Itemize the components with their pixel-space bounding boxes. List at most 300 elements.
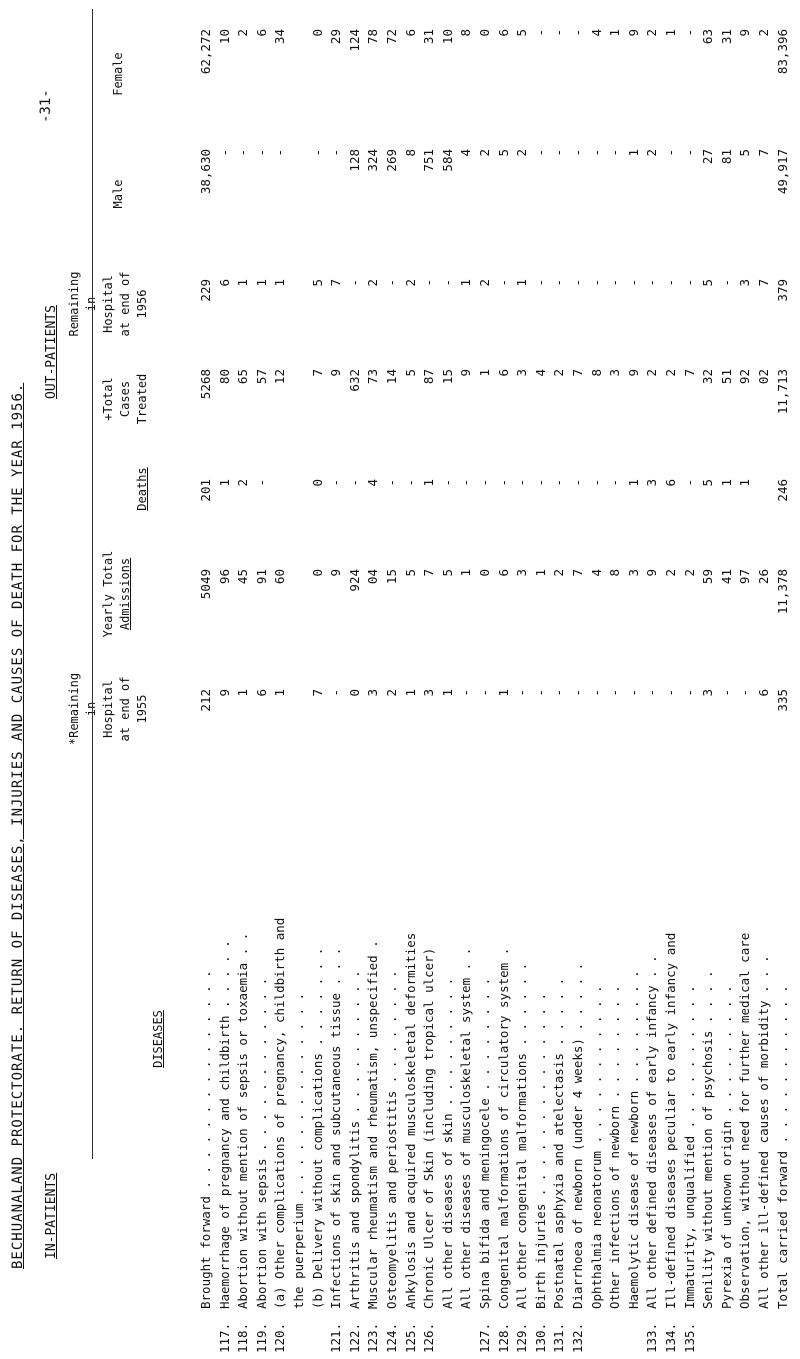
header-line: 1956 [135,289,149,319]
row-number: 122. [346,1322,362,1353]
remaining-1955-value: 1 [402,689,418,697]
remaining-1955-value: 7 [309,689,325,697]
disease-name: (a) Other complications of pregnancy, childbirth and [272,917,288,1309]
row-number: 123. [365,1322,381,1353]
male-value: 5 [737,149,753,157]
remaining-1956-value: - [681,279,697,287]
total-cases-value: 3 [514,369,530,377]
male-value: 584 [439,149,455,172]
female-value: 29 [328,29,344,45]
total-cases-value: 7 [681,369,697,377]
female-value: 4 [588,29,604,37]
female-value: 83,396 [774,29,790,75]
total-cases-value: 32 [700,369,716,385]
admissions-value: 11,378 [774,569,790,615]
deaths-value: 1 [625,479,641,487]
total-cases-value: 11,713 [774,369,790,415]
admissions-value: 9 [644,569,660,577]
row-number: 129. [514,1322,530,1353]
table-row [328,0,345,1359]
table-row [570,0,587,1359]
male-value: 1 [625,149,641,157]
total-cases-value: 02 [756,369,771,385]
remaining-1955-value: 2 [384,689,399,697]
remaining-1955-value: - [532,689,548,697]
header-line: Hospital [101,275,115,333]
admissions-value: 97 [737,569,753,585]
admissions-value: 04 [365,569,381,585]
row-number: 133. [644,1322,660,1353]
remaining-1956-value: - [439,279,455,287]
deaths-value: - [477,479,492,487]
disease-name: Haemolytic disease of newborn . . . . . . . . [625,970,641,1309]
disease-name: Spina bifida and meningocele . . . . . . . . [477,977,492,1309]
deaths-value: - [570,479,585,487]
header-line: Cases [118,380,132,418]
female-value: 2 [235,29,251,37]
male-value: - [253,149,269,157]
deaths-value: 3 [644,479,660,487]
total-cases-value: 92 [737,369,753,385]
remaining-1956-value: - [551,279,567,287]
deaths-value: - [588,479,604,487]
female-value: - [681,29,697,37]
admissions-value: 41 [718,569,734,585]
row-number: 135. [681,1322,697,1353]
table-row [663,0,680,1359]
total-cases-value: 3 [607,369,623,377]
admissions-value: 45 [235,569,251,585]
page-number: -31- [38,89,54,123]
total-cases-value: 65 [235,369,251,385]
admissions-value: 924 [346,569,362,592]
disease-name: Observation, without need for further medical care [737,932,753,1309]
male-value: - [272,149,288,157]
total-cases-value: 6 [495,369,511,377]
female-value: 0 [309,29,325,37]
disease-name: Infections of skin and subcutaneous tissue . . . [328,947,344,1309]
diseases-column-header: DISEASES [151,1010,165,1068]
female-value: - [570,29,585,37]
disease-name: Immaturity, unqualified . . . . . . . . . . [681,985,697,1309]
remaining-1955-value: 1 [439,689,455,697]
remaining-1955-value: - [588,689,604,697]
remaining-1955-value: - [644,689,660,697]
header-divider [92,9,93,1159]
male-value: - [216,149,232,157]
row-number: 130. [532,1322,548,1353]
remaining-1956-value: 1 [235,279,251,287]
total-cases-value: 1 [477,369,492,377]
deaths-value: - [439,479,455,487]
female-value: 78 [365,29,381,45]
total-cases-value: 2 [551,369,567,377]
admissions-value: 2 [663,569,678,577]
admissions-value: 15 [384,569,399,585]
row-number: 118. [235,1322,251,1353]
table-row [384,0,401,1359]
table-row [682,0,699,1359]
deaths-value: 1 [421,479,437,487]
header-line: Yearly Total [101,550,115,638]
admissions-value: 26 [756,569,771,585]
total-cases-value: 9 [458,369,474,377]
male-value: 81 [718,149,734,165]
admissions-value: 9 [328,569,344,577]
total-cases-value: 2 [644,369,660,377]
out-patients-heading: OUT-PATIENTS [44,305,59,399]
female-value: - [551,29,567,37]
total-cases-value: 8 [588,369,604,377]
remaining-1956-value: - [644,279,660,287]
admissions-value: 59 [700,569,716,585]
table-row [626,0,643,1359]
female-value: 6 [402,29,418,37]
remaining-1956-value: - [718,279,734,287]
total-cases-header [100,354,151,444]
male-value: - [551,149,567,157]
admissions-value: 91 [253,569,269,585]
female-value: 1 [607,29,623,37]
header-line: Admissions [118,557,132,631]
female-value: 9 [625,29,641,37]
disease-name: Birth injuries . . . . . . . . . . . . . . [532,992,548,1309]
remaining-1956-value: 1 [253,279,269,287]
remaining-1955-header [66,659,151,759]
deaths-value: - [495,479,511,487]
male-value: 5 [495,149,511,157]
row-number: 124. [384,1322,399,1353]
remaining-1955-value: 335 [774,689,790,712]
header-line: +Total [101,377,115,421]
remaining-1955-value: - [681,689,697,697]
deaths-value: - [328,479,344,487]
table-row [291,0,308,1359]
table-row [254,0,271,1359]
deaths-value: 1 [216,479,232,487]
remaining-1955-value: - [570,689,585,697]
female-value: 72 [384,29,399,45]
row-number: 121. [328,1322,344,1353]
table-row [477,0,494,1359]
remaining-1955-value: - [551,689,567,697]
deaths-value: - [532,479,548,487]
disease-name: Ankylosis and acquired musculoskeletal deformities [402,932,418,1309]
deaths-value: - [514,479,530,487]
deaths-value: 0 [309,479,325,487]
deaths-value: - [253,479,269,487]
table-row [217,0,234,1359]
remaining-1956-value: 3 [737,279,753,287]
remaining-1956-value: - [346,279,362,287]
admissions-value: 0 [477,569,492,577]
deaths-value: - [384,479,399,487]
row-number: 128. [495,1322,511,1353]
header-line: Hospital [101,680,115,738]
in-patients-heading: IN-PATIENTS [44,1172,59,1259]
admissions-value: 2 [681,569,697,577]
remaining-1955-value: 3 [421,689,437,697]
table-row [644,0,661,1359]
admissions-value: 4 [588,569,604,577]
table-row [719,0,736,1359]
female-value: 124 [346,29,362,52]
admissions-header [100,534,134,654]
female-value: 63 [700,29,716,45]
admissions-value: 8 [607,569,623,577]
remaining-1956-value: - [663,279,678,287]
male-value: - [681,149,697,157]
disease-name: All other diseases of skin . . . . . . . . . [439,977,455,1309]
admissions-value: 3 [625,569,641,577]
remaining-1955-value: - [477,689,492,697]
admissions-value: 7 [421,569,437,577]
remaining-1955-value: - [663,689,678,697]
total-cases-value: 12 [272,369,288,385]
disease-name: All other diseases of musculoskeletal system . . [458,947,474,1309]
row-number: 125. [402,1322,418,1353]
remaining-1956-value: 379 [774,279,790,302]
row-number: 120. [272,1322,288,1353]
male-value: - [570,149,585,157]
disease-name: Diarrhoea of newborn (under 4 weeks) . . . . . [570,962,585,1309]
table-row [700,0,717,1359]
table-row [310,0,327,1359]
remaining-1955-value: - [625,689,641,697]
male-header: Male [111,179,125,209]
table-row [496,0,513,1359]
remaining-1955-value: - [607,689,623,697]
female-value: 2 [644,29,660,37]
header-line: at end of [118,271,132,337]
admissions-value: 1 [458,569,474,577]
disease-name: All other congenital malformations . . . . . . [514,962,530,1309]
deaths-value: 1 [718,479,734,487]
male-value: 2 [477,149,492,157]
male-value: 2 [644,149,660,157]
table-row [607,0,624,1359]
table-row [458,0,475,1359]
disease-name: Abortion without mention of sepsis or toxaemia . . [235,932,251,1309]
deaths-value: 201 [198,479,213,502]
total-cases-value: 7 [570,369,585,377]
total-cases-value: 87 [421,369,437,385]
table-row [551,0,568,1359]
row-number: 127. [477,1322,492,1353]
total-cases-value: 632 [346,369,362,392]
total-cases-value: 5 [402,369,418,377]
header-line: in [84,701,98,717]
total-cases-value: 9 [625,369,641,377]
disease-name: Osteomyelitis and periostitis . . . . . . . . [384,970,399,1309]
total-cases-value: 51 [718,369,734,385]
row-number: 132. [570,1322,585,1353]
remaining-1955-value: 212 [198,689,213,712]
total-cases-value: 15 [439,369,455,385]
admissions-value: 60 [272,569,288,585]
remaining-1955-value: - [737,689,753,697]
remaining-1955-value: - [514,689,530,697]
remaining-1956-value: - [421,279,437,287]
deaths-value: - [607,479,623,487]
remaining-1955-value: 3 [365,689,381,697]
female-value: 8 [458,29,474,37]
admissions-value: 5049 [198,569,213,600]
deaths-value: 5 [700,479,716,487]
female-value: 31 [718,29,734,45]
disease-name: Ill-defined diseases peculiar to early infancy and [663,932,678,1309]
admissions-value: 6 [495,569,511,577]
remaining-1956-value: - [495,279,511,287]
male-value: 269 [384,149,399,172]
male-value: 27 [700,149,716,165]
disease-name: Abortion with sepsis . . . . . . . . . . . . [253,977,269,1309]
male-value: - [309,149,325,157]
total-cases-value: 9 [328,369,344,377]
remaining-1955-value: 1 [495,689,511,697]
female-value: 0 [477,29,492,37]
header-line: in [84,296,98,312]
remaining-1955-value: 6 [253,689,269,697]
total-cases-value: 80 [216,369,232,385]
deaths-value: - [681,479,697,487]
deaths-value: 246 [774,479,790,502]
report-title: BECHUANALAND PROTECTORATE. RETURN OF DISEASES, INJURIES AND CAUSES OF DEATH FOR THE YEAR 1956. [10,382,26,1269]
disease-name: Ophthalmia neonatorum . . . . . . . . . . . [588,985,604,1309]
remaining-1956-value: - [607,279,623,287]
deaths-value: - [402,479,418,487]
disease-name: All other ill-defined causes of morbidity . . . [756,955,771,1309]
row-number: 134. [663,1322,678,1353]
admissions-value: 7 [570,569,585,577]
table-row [421,0,438,1359]
remaining-1956-value: 6 [216,279,232,287]
female-value: 10 [439,29,455,45]
remaining-1956-value: 7 [756,279,771,287]
remaining-1956-value: 5 [309,279,325,287]
admissions-value: 0 [309,569,325,577]
header-line: Treated [135,373,149,425]
disease-name: Arthritis and spondylitis . . . . . . . . . . [346,970,362,1309]
remaining-1956-value: 2 [402,279,418,287]
disease-name: Other infections of newborn . . . . . . . . [607,985,623,1309]
disease-name: the puerperium . . . . . . . . . . . . . . [291,992,306,1309]
remaining-1955-value: - [328,689,344,697]
table-row [737,0,754,1359]
female-value: 1 [663,29,678,37]
header-line: 1955 [135,694,149,724]
disease-name: Congenital malformations of circulatory system . [495,947,511,1309]
remaining-1955-value: 3 [700,689,716,697]
deaths-value: 1 [737,479,753,487]
disease-name: Brought forward . . . . . . . . . . . . . . . [198,970,213,1309]
male-value: 7 [756,149,771,157]
male-value: 324 [365,149,381,172]
male-value: 128 [346,149,362,172]
row-number: 119. [253,1322,269,1353]
female-value: 9 [737,29,753,37]
remaining-1956-value: - [570,279,585,287]
male-value: - [663,149,678,157]
table-row [533,0,550,1359]
disease-name: (b) Delivery without complications . . . . . . . [309,947,325,1309]
remaining-1955-value: - [718,689,734,697]
total-cases-value: 4 [532,369,548,377]
table-row [589,0,606,1359]
deaths-value: - [458,479,474,487]
male-value: - [235,149,251,157]
disease-name: Senility without mention of psychosis . . . . [700,970,716,1309]
remaining-1956-value: 1 [272,279,288,287]
male-value: 49,917 [774,149,790,195]
male-value: - [607,149,623,157]
female-value: 34 [272,29,288,45]
remaining-1956-value: - [588,279,604,287]
admissions-value: 2 [551,569,567,577]
disease-name: Haemorrhage of pregnancy and childbirth . . . . . [216,940,232,1309]
deaths-value: 6 [663,479,678,487]
female-value: 6 [495,29,511,37]
disease-name: Total carried forward . . . . . . . . . . . [774,985,790,1309]
disease-name: Postnatal asphyxia and atelectasis . . . . . [551,977,567,1309]
remaining-1956-header [66,254,151,354]
remaining-1956-value: 5 [700,279,716,287]
table-row [365,0,382,1359]
total-cases-value: 57 [253,369,269,385]
female-header: Female [111,52,125,96]
table-row [403,0,420,1359]
remaining-1955-value: 1 [272,689,288,697]
table-row [514,0,531,1359]
deaths-value: 4 [365,479,381,487]
table-row [775,0,792,1359]
female-value: 10 [216,29,232,45]
table-row [440,0,457,1359]
deaths-value: 2 [235,479,251,487]
female-value: 5 [514,29,530,37]
total-cases-value: 73 [365,369,381,385]
total-cases-value: 2 [663,369,678,377]
disease-name: All other defined diseases of early infancy . . [644,955,660,1309]
table-row [756,0,773,1359]
female-value: 31 [421,29,437,45]
male-value: 8 [402,149,418,157]
admissions-value: 5 [402,569,418,577]
deaths-value: - [551,479,567,487]
row-number: 117. [216,1322,232,1353]
admissions-value: 3 [514,569,530,577]
table-row [198,0,215,1359]
remaining-1955-value: 0 [346,689,362,697]
male-value: - [588,149,604,157]
deaths-value: - [346,479,362,487]
disease-name: Chronic Ulcer of Skin (including tropical ulcer) [421,947,437,1309]
disease-name: Pyrexia of unknown origin . . . . . . . . . [718,985,734,1309]
male-value: 2 [514,149,530,157]
table-row [235,0,252,1359]
male-value: 751 [421,149,437,172]
female-value: - [532,29,548,37]
male-value: 4 [458,149,474,157]
remaining-1956-value: 2 [477,279,492,287]
header-line: Remaining [67,271,81,337]
remaining-1956-value: - [625,279,641,287]
total-cases-value: 5268 [198,369,213,400]
remaining-1955-value: - [458,689,474,697]
male-value: - [328,149,344,157]
remaining-1956-value: 229 [198,279,213,302]
remaining-1956-value: - [532,279,548,287]
